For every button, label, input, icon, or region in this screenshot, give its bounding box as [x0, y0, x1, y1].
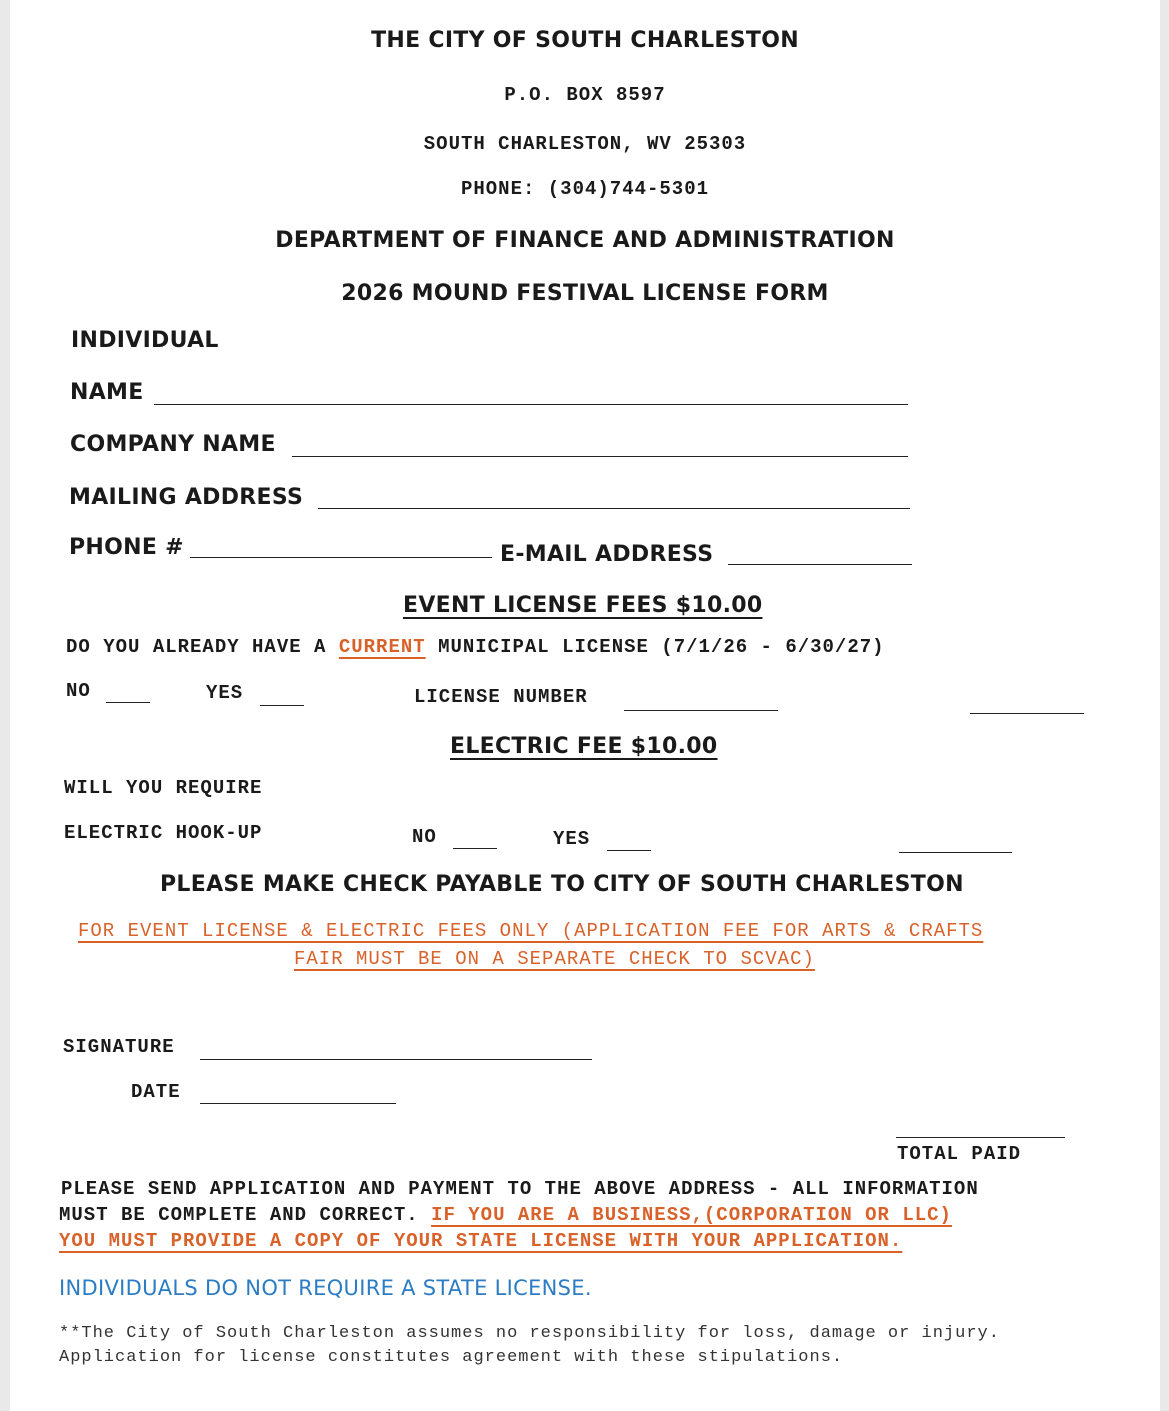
separate-check-note-line2: FAIR MUST BE ON A SEPARATE CHECK TO SCVAC) — [294, 948, 815, 970]
signature-field[interactable] — [200, 1059, 592, 1060]
company-name-label: COMPANY NAME — [70, 432, 276, 457]
city-state-zip: SOUTH CHARLESTON, WV 25303 — [423, 133, 747, 155]
electric-yes-blank[interactable] — [607, 850, 651, 851]
signature-label: SIGNATURE — [63, 1036, 175, 1058]
current-license-question: DO YOU ALREADY HAVE A CURRENT MUNICIPAL LICENSE (7/1/26 - 6/30/27) — [66, 636, 885, 658]
electric-fee-amount-blank[interactable] — [899, 852, 1012, 853]
send-application-line2: MUST BE COMPLETE AND CORRECT. IF YOU ARE A BUSINESS,(CORPORATION OR LLC) — [59, 1204, 952, 1226]
mailing-address-label: MAILING ADDRESS — [69, 485, 304, 510]
company-name-field[interactable] — [292, 456, 908, 457]
separate-check-note-line1: FOR EVENT LICENSE & ELECTRIC FEES ONLY (APPLICATION FEE FOR ARTS & CRAFTS — [78, 920, 984, 942]
license-number-field[interactable] — [624, 710, 778, 711]
total-paid-field[interactable] — [896, 1137, 1065, 1138]
electric-question-line2: ELECTRIC HOOK-UP — [64, 822, 263, 844]
state-license-requirement: YOU MUST PROVIDE A COPY OF YOUR STATE LICENSE WITH YOUR APPLICATION. — [59, 1230, 903, 1252]
license-no-label: NO — [66, 680, 91, 702]
license-number-label: LICENSE NUMBER — [414, 686, 588, 708]
license-form-page — [10, 0, 1160, 1411]
individuals-note: INDIVIDUALS DO NOT REQUIRE A STATE LICENSE. — [59, 1276, 592, 1300]
individual-section-label: INDIVIDUAL — [71, 328, 219, 353]
po-box: P.O. BOX 8597 — [504, 84, 666, 106]
form-title: 2026 MOUND FESTIVAL LICENSE FORM — [341, 281, 829, 306]
phone-label: PHONE # — [69, 535, 184, 560]
business-license-highlight: IF YOU ARE A BUSINESS,(CORPORATION OR LLC) — [431, 1204, 952, 1226]
event-license-heading: EVENT LICENSE FEES $10.00 — [403, 593, 763, 618]
disclaimer-line1: **The City of South Charleston assumes no responsibility for loss, damage or injury. — [59, 1324, 1000, 1343]
mailing-address-field[interactable] — [318, 508, 910, 509]
license-fee-amount-blank[interactable] — [970, 713, 1084, 714]
phone-number: PHONE: (304)744-5301 — [460, 178, 710, 200]
license-yes-label: YES — [206, 682, 244, 704]
electric-no-label: NO — [412, 826, 437, 848]
total-paid-label: TOTAL PAID — [897, 1143, 1022, 1165]
department-heading: DEPARTMENT OF FINANCE AND ADMINISTRATION — [275, 228, 895, 253]
current-highlight: CURRENT — [338, 636, 426, 658]
name-label: NAME — [70, 380, 144, 405]
city-name-heading: THE CITY OF SOUTH CHARLESTON — [371, 28, 799, 53]
license-no-blank[interactable] — [106, 702, 150, 703]
date-label: DATE — [131, 1081, 181, 1103]
electric-no-blank[interactable] — [453, 848, 497, 849]
email-field[interactable] — [728, 564, 912, 565]
phone-field[interactable] — [190, 557, 492, 558]
electric-fee-heading: ELECTRIC FEE $10.00 — [450, 734, 718, 759]
send-application-line1: PLEASE SEND APPLICATION AND PAYMENT TO THE ABOVE ADDRESS - ALL INFORMATION — [61, 1178, 979, 1200]
license-yes-blank[interactable] — [260, 705, 304, 706]
electric-yes-label: YES — [553, 828, 591, 850]
electric-question-line1: WILL YOU REQUIRE — [64, 777, 263, 799]
date-field[interactable] — [200, 1103, 396, 1104]
check-payable-note: PLEASE MAKE CHECK PAYABLE TO CITY OF SOUTH CHARLESTON — [160, 872, 964, 897]
disclaimer-line2: Application for license constitutes agreement with these stipulations. — [59, 1348, 844, 1367]
email-label: E-MAIL ADDRESS — [500, 542, 714, 567]
name-field[interactable] — [154, 404, 908, 405]
